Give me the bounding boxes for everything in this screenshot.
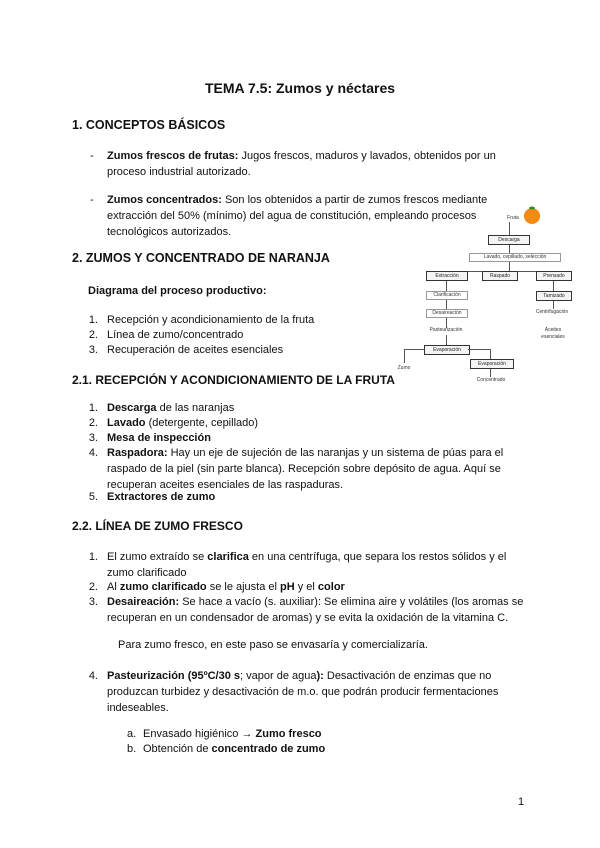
- step-prensado: Prensado: [536, 271, 572, 281]
- step-tamizado: Tamizado: [536, 291, 572, 301]
- list-item: [107, 549, 527, 581]
- section-2-2-heading: 2.2. LÍNEA DE ZUMO FRESCO: [72, 519, 243, 533]
- output-concentrado: Concentrado: [476, 377, 506, 383]
- page-title: TEMA 7.5: Zumos y néctares: [204, 80, 396, 96]
- list-number: 2.: [88, 329, 98, 341]
- bullet-dash: -: [90, 194, 94, 206]
- item-bold: pH: [280, 581, 295, 593]
- list-item: Línea de zumo/concentrado: [107, 329, 244, 341]
- connector: [446, 281, 447, 291]
- item-text: produzcan turbidez y desactivación de m.o. que podrán producir fermentaciones: [107, 686, 499, 698]
- item-bold: Descarga: [107, 402, 157, 414]
- page-number: 1: [518, 796, 525, 808]
- section-2-1-heading: 2.1. RECEPCIÓN Y ACONDICIONAMIENTO DE LA FRUTA: [72, 373, 395, 387]
- list-number: 5.: [88, 491, 98, 503]
- list-item: [107, 579, 527, 595]
- connector: [490, 349, 491, 359]
- list-item: Recepción y acondicionamiento de la fruta: [107, 314, 315, 326]
- list-number: 4.: [88, 670, 98, 682]
- output-zumo: Zumo: [397, 365, 411, 371]
- item-text: Al: [107, 581, 120, 593]
- list-item: [107, 489, 215, 505]
- list-item: [107, 400, 234, 416]
- item-bold: concentrado de zumo: [211, 743, 326, 755]
- connector: [509, 222, 510, 236]
- list-number: 2.: [88, 417, 98, 429]
- term-text: extracción del 50% (mínimo) del agua de constitución, empleando procesos: [107, 210, 477, 222]
- item-bold: Extractores de zumo: [107, 491, 216, 503]
- connector: [446, 335, 447, 345]
- item-text: raspado de la piel (sin parte blanca). Recepción sobre depósito de agua. Aquí se: [107, 463, 501, 475]
- list-number: 2.: [88, 581, 98, 593]
- item-text: El zumo extraído se: [107, 551, 208, 563]
- step-evaporacion: Evaporación: [424, 345, 470, 355]
- term-text: tecnológicos autorizados.: [107, 226, 232, 238]
- connector: [404, 349, 424, 350]
- item-bold: color: [317, 581, 345, 593]
- step-raspado: Raspado: [482, 271, 518, 281]
- connector: [490, 369, 491, 377]
- item-text: Obtención de: [143, 743, 212, 755]
- item-bold: Pasteurización (95ºC/30 s: [107, 670, 241, 682]
- step-descarga: Descarga: [488, 235, 530, 245]
- item-bold: clarifica: [207, 551, 249, 563]
- item-bold: Zumo fresco: [255, 728, 322, 740]
- connector: [509, 262, 510, 271]
- connector: [404, 349, 405, 363]
- item-bold: Raspadora:: [107, 447, 168, 459]
- item-bold: Lavado: [107, 417, 146, 429]
- process-diagram: [397, 205, 569, 395]
- item-text: Desactivación de enzimas que no: [323, 670, 492, 682]
- item-text: ; vapor de agua: [240, 670, 317, 682]
- list-number: 1.: [88, 551, 98, 563]
- list-number: 1.: [88, 402, 98, 414]
- item-text: se le ajusta el: [206, 581, 281, 593]
- item-text: indeseables.: [107, 702, 169, 714]
- diagram-caption: Diagrama del proceso productivo:: [88, 285, 267, 297]
- list-item: [107, 415, 258, 431]
- item-text: Hay un eje de sujeción de las naranjas y un sistema de púas para el: [167, 447, 504, 459]
- sublist-letter: a.: [127, 728, 137, 740]
- step-lavado: Lavado, cepillado, selección: [469, 253, 561, 262]
- step-pasteurizacion: Pasteurización: [429, 327, 463, 333]
- bullet-dash: -: [90, 150, 94, 162]
- sublist-item: [143, 741, 325, 757]
- section-2-heading: 2. ZUMOS Y CONCENTRADO DE NARANJA: [72, 251, 330, 265]
- list-number: 3.: [88, 344, 98, 356]
- sublist-letter: b.: [127, 743, 137, 755]
- note-text: Para zumo fresco, en este paso se envasaría y comercializaría.: [118, 639, 428, 651]
- item-text: en una centrífuga, que separa los restos sólidos y el: [248, 551, 507, 563]
- list-item: [107, 445, 527, 493]
- list-number: 3.: [88, 596, 98, 608]
- item-text: de las naranjas: [156, 402, 235, 414]
- item-text: (detergente, cepillado): [145, 417, 259, 429]
- term-text: Jugos frescos, maduros y lavados, obtenidos por un: [238, 150, 496, 162]
- step-evaporacion-2: Evaporación: [470, 359, 514, 369]
- term-text: Son los obtenidos a partir de zumos frescos mediante: [221, 194, 488, 206]
- connector: [468, 349, 490, 350]
- term-text: proceso industrial autorizado.: [107, 166, 251, 178]
- list-item: [107, 148, 527, 180]
- list-item: [107, 594, 537, 626]
- item-bold: ):: [316, 670, 324, 682]
- step-clarificacion: Clarificación: [426, 291, 468, 300]
- list-item: [107, 430, 211, 446]
- section-1-heading: 1. CONCEPTOS BÁSICOS: [72, 118, 226, 132]
- item-text: Envasado higiénico →: [143, 728, 256, 740]
- sublist-item: [143, 726, 322, 742]
- step-aceites: Aceites esenciales: [541, 327, 565, 340]
- item-text: y el: [294, 581, 318, 593]
- list-number: 4.: [88, 447, 98, 459]
- item-text: recuperan en un condensador de aromas) y se evita la oxidación de la vitamina C.: [107, 612, 509, 624]
- list-item: Recuperación de aceites esenciales: [107, 344, 284, 356]
- item-text: Se hace a vacío (s. auxiliar): Se elimina aire y volátiles (los aromas se: [179, 596, 524, 608]
- list-item: [107, 668, 527, 716]
- item-bold: zumo clarificado: [119, 581, 207, 593]
- orange-icon: [522, 205, 542, 225]
- item-text: recuperan aceites esenciales de las raspaduras.: [107, 479, 344, 491]
- list-number: 3.: [88, 432, 98, 444]
- connector: [553, 301, 554, 309]
- step-desaireacion: Desaireación: [426, 309, 468, 318]
- term: Zumos concentrados:: [107, 194, 222, 206]
- item-bold: Desaireación:: [107, 596, 180, 608]
- connector: [553, 281, 554, 291]
- term: Zumos frescos de frutas:: [107, 150, 239, 162]
- list-number: 1.: [88, 314, 98, 326]
- diagram-label-fruta: Fruta: [507, 215, 519, 221]
- step-centrifugacion: Centrifugación: [535, 309, 569, 315]
- item-text: zumo clarificado: [107, 567, 187, 579]
- step-extraccion: Extracción: [426, 271, 468, 281]
- item-bold: Mesa de inspección: [107, 432, 211, 444]
